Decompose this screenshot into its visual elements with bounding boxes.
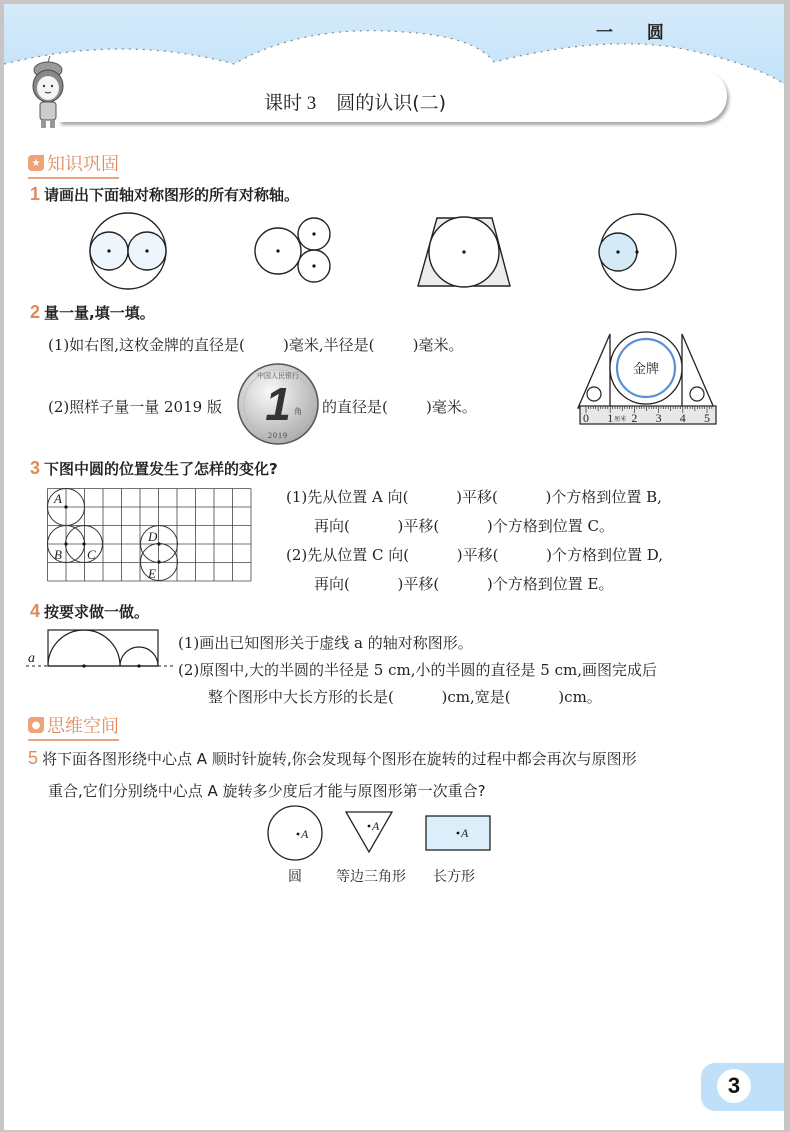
ruler-label: 2: [631, 411, 638, 425]
medal-label: 金牌: [632, 362, 660, 377]
section-thinking-heading: [28, 712, 119, 741]
lightbulb-icon: ●: [28, 717, 44, 733]
star-icon: ★: [28, 155, 44, 171]
figure-big-circle-two-circles: [90, 213, 166, 289]
coin-image: [236, 362, 320, 446]
ruler-label: 5: [704, 411, 710, 425]
question-number: 4: [30, 601, 41, 621]
question-1: [30, 184, 299, 205]
axis-label-a: a: [28, 651, 35, 666]
q5-line-2: 重合,它们分别绕中心点 A 旋转多少度后才能与原图形第一次重合?: [48, 782, 486, 800]
lesson-title: [264, 88, 446, 115]
q3-line-1: (1)先从位置 A 向( )平移( )个方格到位置 B,: [286, 488, 662, 506]
unit-label: 一 圆: [596, 23, 678, 43]
question-number: 5: [28, 748, 39, 768]
question-3: [30, 458, 278, 479]
coin-top-text: 中国人民银行: [257, 372, 299, 380]
shape-circle: [268, 806, 322, 860]
section-thinking-label: 思维空间: [47, 716, 119, 737]
grid-label-c: C: [87, 547, 96, 562]
shape-label-triangle: 等边三角形: [336, 869, 406, 885]
grid-label-a: A: [54, 491, 62, 506]
q3-line-3: (2)先从位置 C 向( )平移( )个方格到位置 D,: [286, 546, 664, 564]
question-text: 按要求做一做。: [44, 603, 150, 621]
section-knowledge-heading: [28, 150, 119, 179]
grid-label-d: D: [148, 529, 158, 544]
q2-part2-before: (2)照样子量一量 2019 版: [48, 398, 222, 416]
question-4: [30, 601, 149, 622]
section-knowledge-label: 知识巩固: [47, 154, 119, 175]
ruler-label: 0: [583, 411, 589, 425]
grid-label-e: E: [148, 566, 156, 581]
shape-equilateral-triangle: [346, 812, 392, 852]
question-number: 3: [30, 458, 41, 478]
lesson-number: 课时 3: [264, 93, 317, 114]
question-2: [30, 302, 155, 323]
q5-line-1: 将下面各图形绕中心点 A 顺时针旋转,你会发现每个图形在旋转的过程中都会再次与原图形: [42, 750, 637, 768]
ruler-label: 1: [607, 411, 614, 425]
q5-figures: [266, 804, 506, 864]
q2-part1: (1)如右图,这枚金牌的直径是( )毫米,半径是( )毫米。: [48, 336, 464, 354]
q4-figure: [22, 626, 192, 676]
shape-rectangle: [426, 816, 490, 850]
shape-label-rectangle: 长方形: [433, 869, 475, 885]
question-number: 2: [30, 302, 41, 322]
page-number-tab: [701, 1063, 784, 1111]
q4-line-1: (1)画出已知图形关于虚线 a 的轴对称图形。: [178, 634, 473, 652]
ruler-label: 3: [655, 411, 662, 425]
svg-text:A: A: [372, 819, 380, 833]
ruler-unit: 厘米: [614, 416, 627, 423]
lesson-name: 圆的认识(二): [336, 92, 447, 114]
page-number: 3: [717, 1069, 751, 1103]
q3-line-2: 再向( )平移( )个方格到位置 C。: [314, 517, 615, 535]
question-number: 1: [30, 184, 41, 204]
question-text: 下图中圆的位置发生了怎样的变化?: [44, 460, 278, 478]
question-text: 请画出下面轴对称图形的所有对称轴。: [44, 186, 300, 204]
coin-unit: 角: [294, 407, 302, 416]
medal-ruler-figure: [576, 330, 726, 430]
q3-line-4: 再向( )平移( )个方格到位置 E。: [314, 575, 614, 593]
q3-grid-figure: [46, 488, 256, 582]
question-text: 量一量,填一填。: [44, 304, 155, 322]
figure-circle-internal-tangent: [599, 214, 676, 290]
coin-value: 1: [265, 378, 291, 430]
shape-label-circle: 圆: [288, 869, 302, 885]
mascot-icon: [26, 58, 70, 130]
svg-text:A: A: [461, 826, 469, 840]
q1-figures: [4, 209, 784, 299]
ruler-label: 4: [679, 411, 686, 425]
workbook-page: [4, 4, 784, 1130]
figure-trapezoid-inscribed-circle: [418, 217, 510, 287]
q2-part2-after: 的直径是( )毫米。: [322, 398, 477, 416]
figure-three-circles: [255, 218, 330, 282]
coin-year: 2019: [268, 431, 288, 440]
q4-line-3: 整个图形中大长方形的长是( )cm,宽是( )cm。: [208, 688, 602, 706]
q4-line-2: (2)原图中,大的半圆的半径是 5 cm,小的半圆的直径是 5 cm,画图完成后: [178, 661, 657, 679]
question-5: [28, 748, 637, 769]
grid-label-b: B: [54, 547, 62, 562]
svg-text:A: A: [301, 827, 309, 841]
